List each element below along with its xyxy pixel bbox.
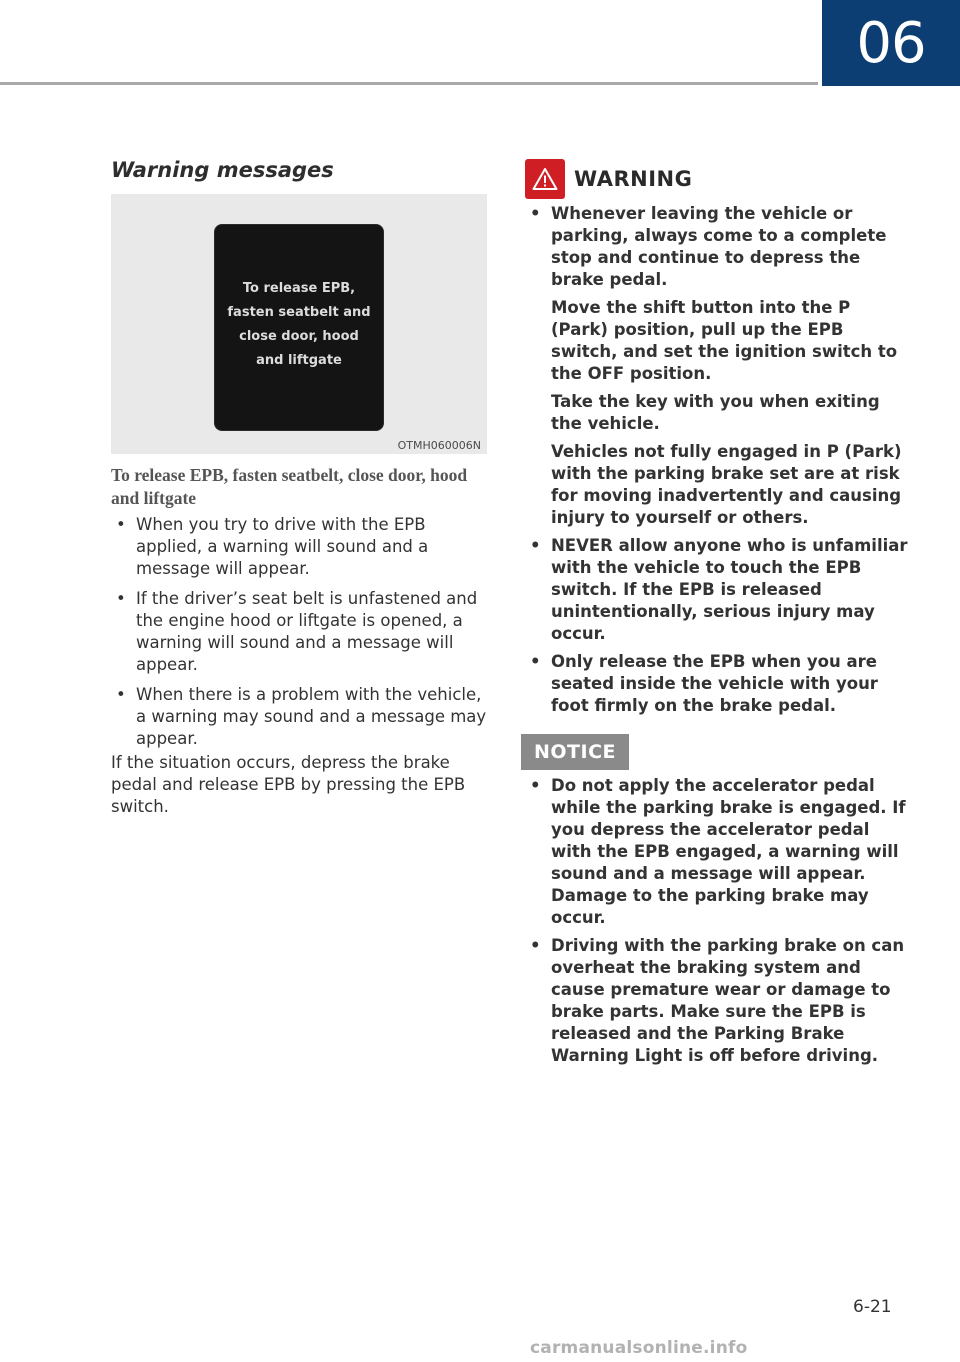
figure-caption: To release EPB, fasten seatbelt, close door, hood and liftgate <box>111 465 468 508</box>
list-item <box>525 203 910 529</box>
chapter-number: 06 <box>856 10 926 76</box>
warning-paragraph: Whenever leaving the vehicle or parking, always come to a complete stop and continue to depress the brake pedal. <box>551 204 887 289</box>
header-rule <box>0 82 818 85</box>
warning-paragraph: Take the key with you when exiting the vehicle. <box>551 392 880 433</box>
cluster-message-line: close door, hood <box>239 329 359 344</box>
list-item: • When you try to drive with the EPB applied, a warning will sound and a message will appear. <box>116 515 429 578</box>
instruction-paragraph: If the situation occurs, depress the brake pedal and release EPB by pressing the EPB switch. <box>111 753 466 816</box>
warning-header <box>525 159 692 199</box>
warning-triangle-icon <box>532 167 558 191</box>
bullet-dot: • <box>116 515 126 534</box>
bullet-dot: • <box>116 685 126 704</box>
bullet-dot: • <box>530 936 541 955</box>
cluster-message-line: To release EPB, <box>242 281 356 296</box>
list-item: • When there is a problem with the vehicle, a warning may sound and a message may appear. <box>116 685 487 748</box>
figure-cluster-display <box>111 194 487 454</box>
warning-paragraph: Move the shift button into the P (Park) position, pull up the EPB switch, and set the ignition switch to the OFF position. <box>551 298 898 383</box>
list-item: • Do not apply the accelerator pedal while the parking brake is engaged. If you depress the accelerator pedal with the EPB engaged, a warning will sound and a message will appear. Damage to the parking brake may occur. <box>530 776 906 927</box>
figure-code: OTMH060006N <box>397 439 481 452</box>
cluster-message <box>215 277 383 373</box>
message-conditions-list <box>111 514 487 758</box>
warning-paragraph: Vehicles not fully engaged in P (Park) with the parking brake set are at risk for moving inadvertently and causing injury to yourself or others. <box>551 442 902 527</box>
list-item <box>525 535 910 645</box>
notice-badge: NOTICE <box>521 734 629 770</box>
notice-list <box>525 775 910 1073</box>
list-item: • Driving with the parking brake on can overheat the braking system and cause premature wear or damage to brake parts. Make sure the EPB is released and the Parking Brake Warning Light is off before driving. <box>530 936 905 1065</box>
cluster-message-line: fasten seatbelt and <box>227 305 371 320</box>
bullet-dot: • <box>530 652 541 671</box>
warning-badge <box>525 159 565 199</box>
warning-list <box>525 203 910 723</box>
bullet-dot: • <box>116 589 126 608</box>
section-title: Warning messages <box>111 158 334 182</box>
bullet-dot: • <box>530 776 541 795</box>
page-number: 6-21 <box>853 1297 892 1317</box>
watermark: carmanualsonline.info <box>530 1338 748 1358</box>
warning-paragraph: NEVER allow anyone who is unfamiliar with the vehicle to touch the EPB switch. If the EPB is released unintentionally, serious injury may occur. <box>551 536 908 643</box>
bullet-dot: • <box>530 204 541 223</box>
warning-title: WARNING <box>574 167 693 191</box>
list-item: • If the driver’s seat belt is unfastened and the engine hood or liftgate is opened, a warning will sound and a message will appear. <box>116 589 478 674</box>
bullet-dot: • <box>530 536 541 555</box>
cluster-message-line: and liftgate <box>256 353 342 368</box>
list-item <box>525 651 910 717</box>
chapter-tab <box>822 0 960 86</box>
cluster-screen <box>215 225 383 430</box>
warning-paragraph: Only release the EPB when you are seated inside the vehicle with your foot firmly on the brake pedal. <box>551 652 878 715</box>
